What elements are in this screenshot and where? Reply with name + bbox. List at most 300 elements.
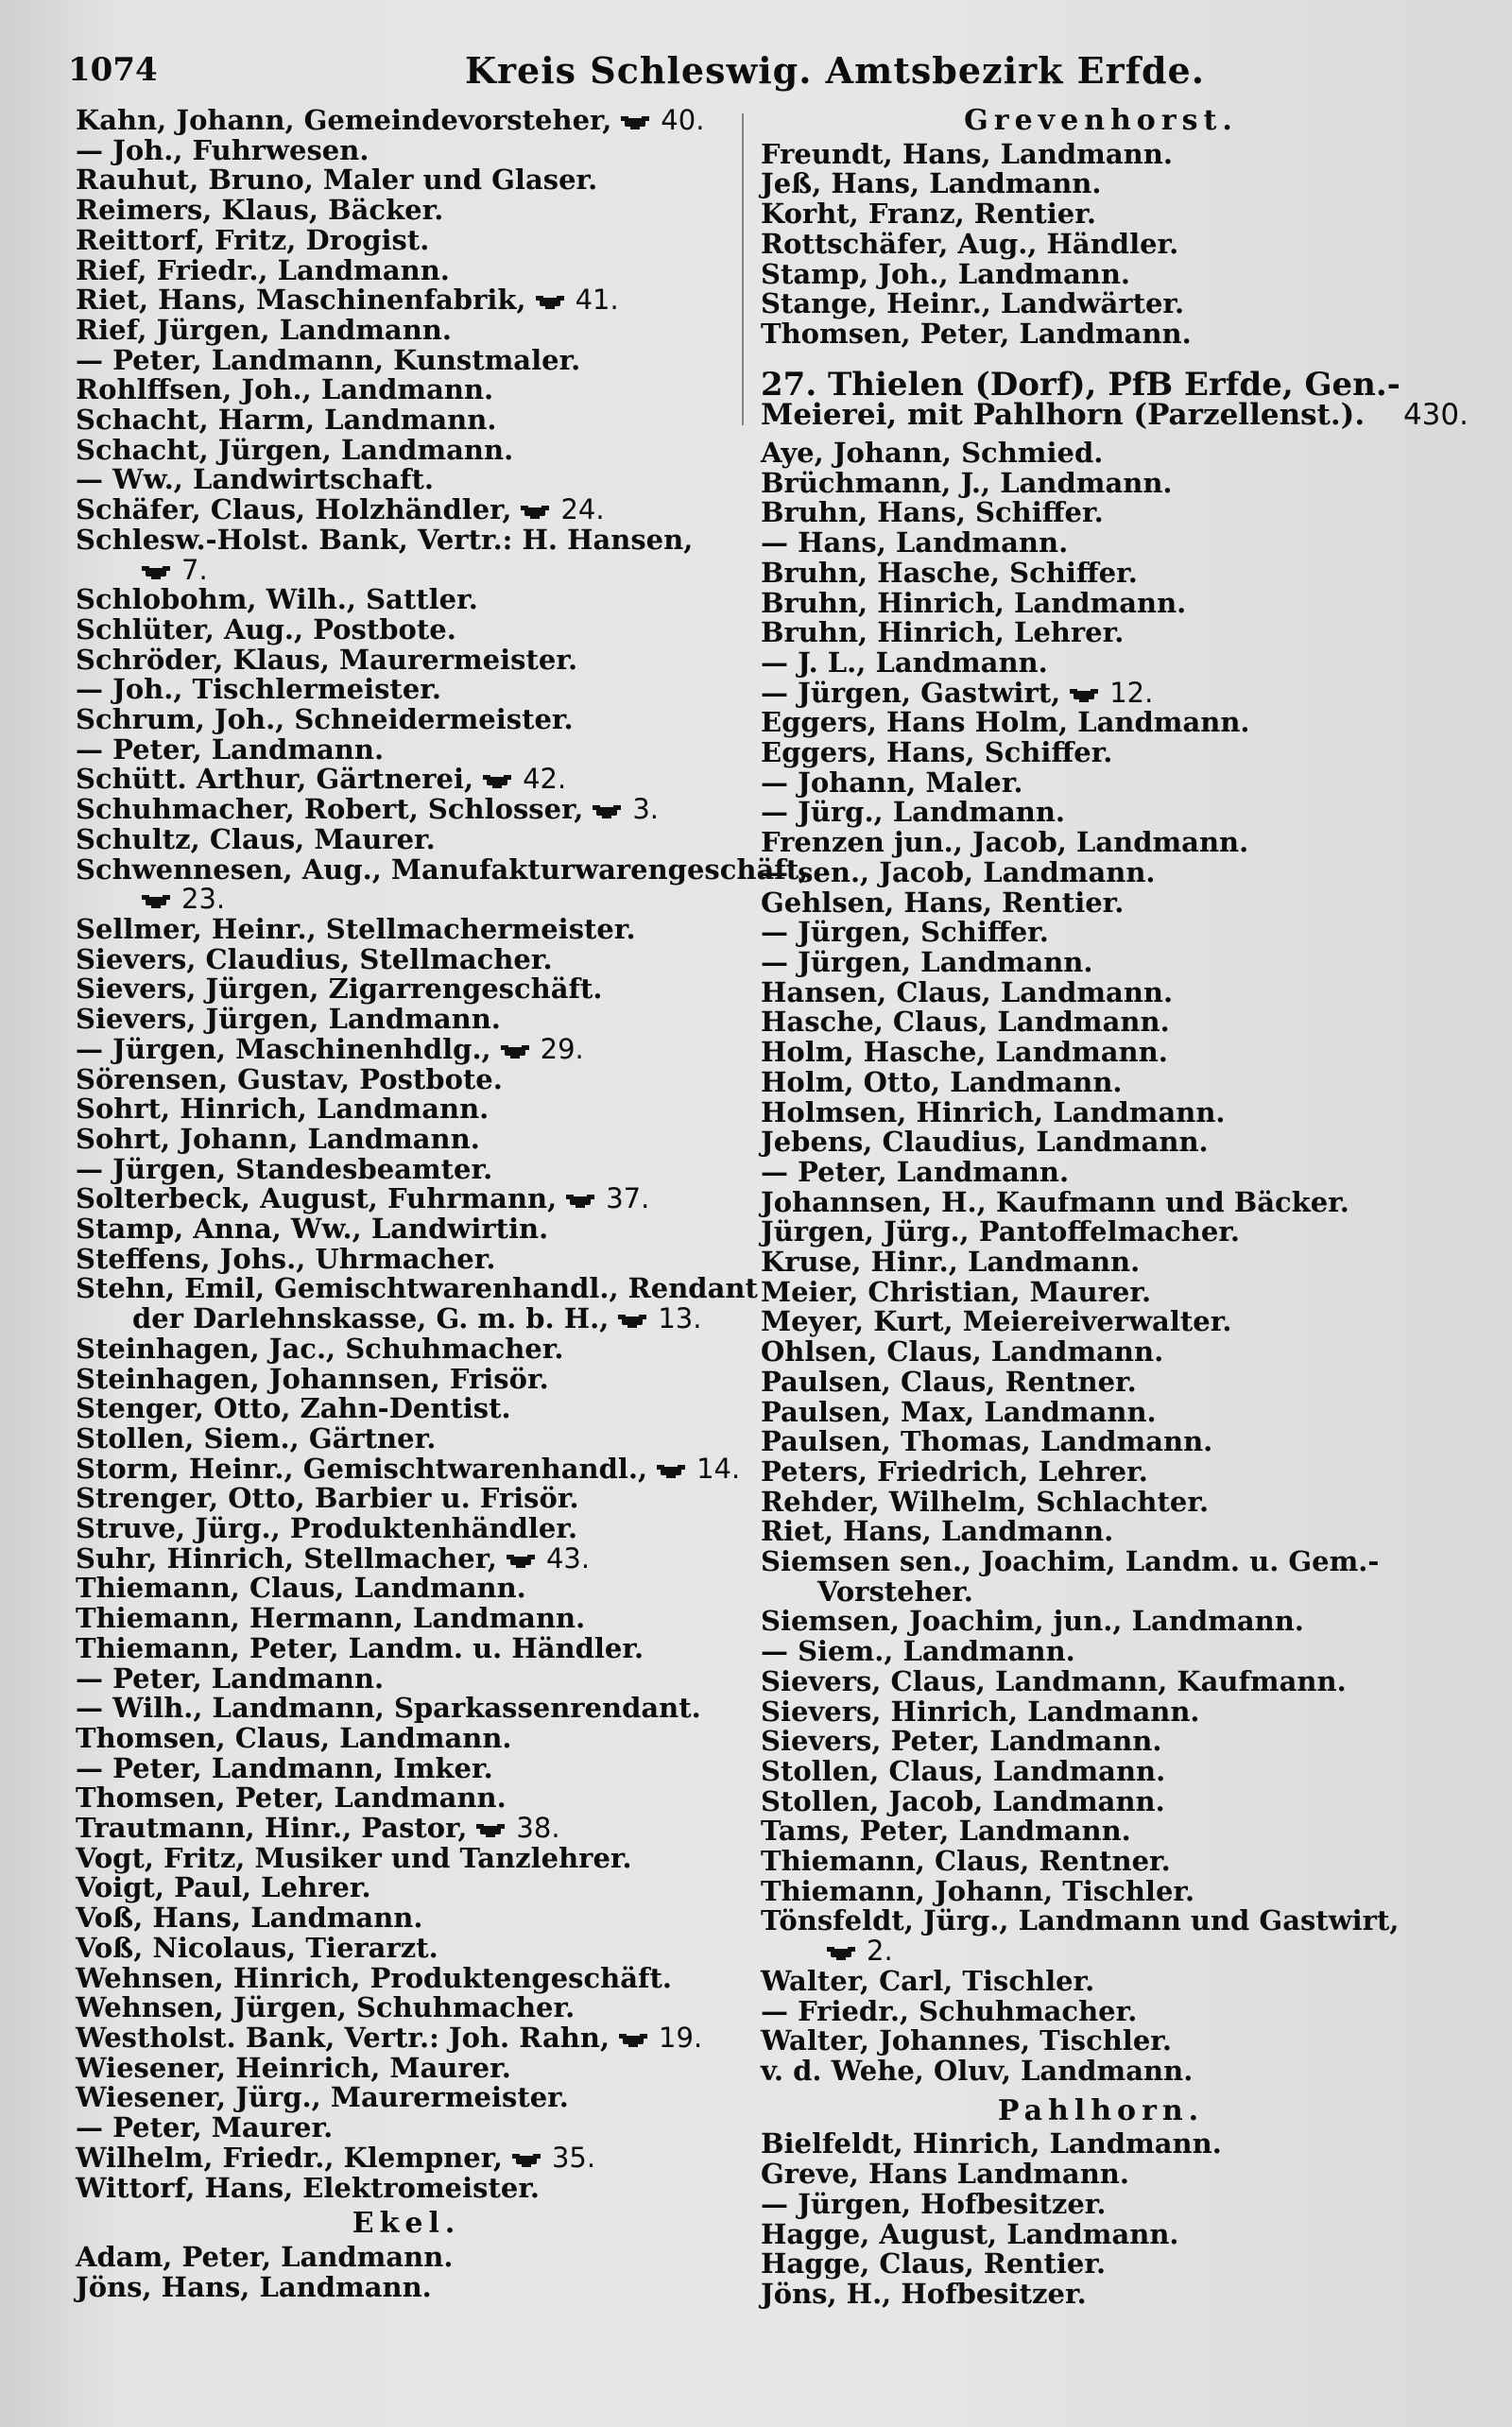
entry-text: Schlobohm, Wilh., Sattler.	[76, 583, 478, 616]
entry-text: Hagge, Claus, Rentier.	[761, 2247, 1107, 2281]
entry-text: Sellmer, Heinr., Stellmachermeister.	[76, 912, 636, 945]
entry-text: — Jürgen, Gastwirt,	[761, 676, 1061, 709]
directory-entry	[76, 1062, 737, 1095]
directory-entry	[76, 1661, 737, 1695]
entry-text: Aye, Johann, Schmied.	[761, 437, 1104, 470]
telephone-number: 38.	[516, 1812, 560, 1845]
entry-text: Reimers, Klaus, Bäcker.	[76, 194, 444, 227]
entry-text: Frenzen jun., Jacob, Landmann.	[761, 826, 1249, 859]
entry-text: Hansen, Claus, Landmann.	[761, 975, 1174, 1008]
entry-text: Vorsteher.	[817, 1575, 973, 1608]
directory-entry	[761, 2129, 1441, 2160]
telephone-icon	[510, 2151, 542, 2168]
directory-entry	[761, 556, 1441, 589]
directory-entry	[76, 495, 737, 525]
entry-text: Sievers, Peter, Landmann.	[761, 1725, 1162, 1758]
directory-entry	[76, 2023, 737, 2054]
directory-entry	[76, 852, 809, 886]
directory-entry	[76, 1751, 737, 1784]
directory-entry	[76, 2143, 737, 2174]
directory-entry	[761, 1395, 1441, 1428]
entry-text: — Johann, Maler.	[761, 766, 1023, 799]
directory-entry	[76, 2240, 737, 2273]
telephone-icon	[825, 1944, 857, 1961]
directory-entry	[761, 1547, 1441, 1577]
entry-text: Ohlsen, Claus, Landmann.	[761, 1335, 1164, 1368]
entry-list-pahlhorn	[761, 2129, 1441, 2309]
directory-entry	[76, 253, 737, 286]
entry-text: Schuhmacher, Robert, Schlosser,	[76, 793, 584, 826]
directory-entry	[76, 1242, 737, 1275]
entry-text: Tönsfeldt, Jürg., Landmann und Gastwirt,	[761, 1904, 1400, 1937]
entry-text: Reittorf, Fritz, Drogist.	[76, 223, 430, 256]
entry-text: Struve, Jürg., Produktenhändler.	[76, 1512, 578, 1545]
directory-entry	[761, 1816, 1441, 1847]
telephone-number: 19.	[659, 2022, 703, 2054]
directory-entry	[76, 1005, 737, 1035]
telephone-icon	[140, 563, 172, 580]
telephone-icon	[591, 802, 623, 819]
entry-text: Schäfer, Claus, Holzhändler,	[76, 493, 512, 526]
directory-entry	[76, 223, 737, 256]
left-column	[76, 104, 809, 2303]
directory-entry	[761, 466, 1441, 499]
entry-text: Jöns, H., Hofbesitzer.	[761, 2277, 1087, 2310]
entry-text: Suhr, Hinrich, Stellmacher,	[76, 1541, 497, 1575]
directory-entry	[76, 133, 737, 166]
directory-entry	[761, 975, 1441, 1008]
directory-entry	[76, 1514, 737, 1544]
entry-text: Steinhagen, Johannsen, Frisör.	[76, 1362, 549, 1395]
directory-entry	[761, 1127, 1441, 1158]
directory-entry	[76, 1184, 737, 1214]
section-heading-ekel: Ekel.	[352, 2207, 461, 2241]
directory-entry	[761, 137, 1441, 170]
directory-entry	[761, 2187, 1441, 2220]
entry-text: Thiemann, Hermann, Landmann.	[76, 1602, 586, 1635]
directory-entry	[76, 1452, 741, 1485]
directory-entry	[761, 1517, 1441, 1547]
entry-text: Wiesener, Jürg., Maurermeister.	[76, 2081, 569, 2114]
entry-text: Paulsen, Claus, Rentner.	[761, 1365, 1137, 1398]
directory-entry	[761, 1155, 1441, 1188]
directory-entry	[76, 525, 737, 556]
directory-entry	[761, 1874, 1441, 1907]
directory-entry	[761, 1754, 1441, 1787]
directory-entry	[76, 1993, 737, 2023]
entry-text: Schacht, Harm, Landmann.	[76, 404, 497, 437]
entry-text: Riet, Hans, Landmann.	[761, 1515, 1114, 1548]
directory-entry	[761, 1185, 1441, 1218]
entry-text: der Darlehnskasse, G. m. b. H.,	[132, 1302, 610, 1335]
entry-text: Thomsen, Peter, Landmann.	[761, 317, 1192, 350]
telephone-number: 41.	[575, 284, 619, 317]
directory-entry	[761, 1454, 1441, 1488]
entry-text: Steinhagen, Jac., Schuhmacher.	[76, 1332, 564, 1365]
entry-text: Bruhn, Hinrich, Lehrer.	[761, 616, 1125, 649]
directory-entry	[761, 1365, 1441, 1398]
directory-entry	[76, 705, 737, 735]
entry-text: Johannsen, H., Kaufmann und Bäcker.	[761, 1185, 1349, 1218]
telephone-number: 3.	[632, 793, 660, 826]
entry-text: — Wilh., Landmann, Sparkassenrendant.	[76, 1692, 701, 1725]
directory-entry	[76, 1873, 737, 1903]
directory-entry	[761, 2217, 1441, 2250]
entry-text: Wilhelm, Friedr., Klempner,	[76, 2141, 503, 2174]
entry-text: Freundt, Hans, Landmann.	[761, 137, 1173, 170]
village-title-line1: 27. Thielen (Dorf), PfB Erfde, Gen.-	[761, 365, 1400, 404]
directory-entry	[761, 1485, 1441, 1518]
entry-text: Sievers, Jürgen, Landmann.	[76, 1003, 501, 1036]
entry-text: Wiesener, Heinrich, Maurer.	[76, 2051, 511, 2084]
telephone-number: 43.	[545, 1541, 591, 1575]
entry-text: — Jürgen, Maschinenhdlg.,	[76, 1032, 491, 1065]
directory-entry	[761, 945, 1441, 978]
directory-entry	[761, 289, 1441, 319]
directory-entry	[76, 1152, 737, 1185]
entry-text: Meier, Christian, Maurer.	[761, 1275, 1152, 1308]
directory-entry	[761, 1727, 1441, 1757]
entry-text: — Peter, Maurer.	[76, 2111, 334, 2144]
telephone-icon	[564, 1192, 596, 1209]
entry-text: — Jürgen, Hofbesitzer.	[761, 2187, 1107, 2220]
entry-text: Jürgen, Jürg., Pantoffelmacher.	[761, 1215, 1241, 1248]
telephone-number: 7.	[181, 553, 208, 586]
directory-entry	[76, 795, 737, 825]
entry-text: — Siem., Landmann.	[761, 1635, 1075, 1668]
entry-text: Meyer, Kurt, Meiereiverwalter.	[761, 1305, 1232, 1338]
entry-text: Siemsen sen., Joachim, Landm. u. Gem.-	[761, 1545, 1380, 1578]
entry-text: Voß, Hans, Landmann.	[76, 1902, 423, 1935]
directory-entry	[761, 1248, 1441, 1278]
entry-text: Schütt. Arthur, Gärtnerei,	[76, 763, 474, 796]
directory-entry	[761, 169, 1441, 199]
entry-text: — Peter, Landmann.	[76, 1661, 385, 1695]
entry-text: Walter, Johannes, Tischler.	[761, 2024, 1172, 2057]
telephone-number: 40.	[661, 104, 705, 136]
directory-entry	[76, 165, 737, 196]
entry-text: — Peter, Landmann.	[76, 732, 385, 766]
telephone-icon	[499, 1042, 531, 1059]
entry-text: Sohrt, Johann, Landmann.	[76, 1122, 480, 1155]
entry-text: — Jürgen, Landmann.	[761, 945, 1093, 978]
directory-entry	[761, 1697, 1441, 1728]
entry-text: Holm, Otto, Landmann.	[761, 1065, 1123, 1098]
directory-entry	[76, 465, 737, 495]
telephone-number: 13.	[658, 1302, 702, 1335]
directory-entry	[761, 2026, 1441, 2057]
entry-text: — Jürgen, Schiffer.	[761, 916, 1049, 949]
directory-entry	[761, 199, 1441, 230]
entry-text: Rief, Friedr., Landmann.	[76, 253, 450, 286]
entry-text: Vogt, Fritz, Musiker und Tanzlehrer.	[76, 1841, 632, 1874]
entry-text: Storm, Heinr., Gemischtwarenhandl.,	[76, 1452, 648, 1485]
directory-entry	[761, 1038, 1441, 1068]
directory-entry	[761, 708, 1441, 738]
directory-entry	[76, 612, 737, 645]
entry-text: — Ww., Landwirtschaft.	[76, 463, 435, 496]
entry-text: Korht, Franz, Rentier.	[761, 198, 1096, 231]
telephone-number: 37.	[606, 1182, 650, 1215]
directory-entry	[761, 768, 1441, 799]
entry-text: Solterbeck, August, Fuhrmann,	[76, 1182, 558, 1215]
entry-text: — sen., Jacob, Landmann.	[761, 855, 1156, 888]
entry-text: Schrum, Joh., Schneidermeister.	[76, 703, 574, 736]
directory-entry	[761, 1964, 1441, 1997]
entry-text: — Peter, Landmann, Imker.	[76, 1751, 493, 1784]
directory-entry	[761, 888, 1441, 919]
entry-text: Schwennesen, Aug., Manufakturwarengeschäft,	[76, 852, 809, 886]
directory-entry	[76, 1783, 737, 1814]
entry-text: Wehnsen, Hinrich, Produktengeschäft.	[76, 1961, 672, 1994]
directory-entry	[76, 732, 737, 766]
entry-text: Thomsen, Claus, Landmann.	[76, 1721, 512, 1754]
entry-text: Kahn, Johann, Gemeindevorsteher,	[76, 104, 612, 136]
page-number: 1074	[68, 51, 158, 89]
right-column	[761, 104, 1469, 2310]
entry-text: Stamp, Anna, Ww., Landwirtin.	[76, 1213, 549, 1246]
directory-entry	[761, 1847, 1441, 1877]
directory-entry	[76, 1814, 737, 1844]
entry-text: Walter, Carl, Tischler.	[761, 1964, 1095, 1997]
entry-text: Kruse, Hinr., Landmann.	[761, 1246, 1141, 1279]
directory-entry	[76, 942, 737, 975]
directory-entry	[76, 285, 737, 316]
entry-text: Stollen, Jacob, Landmann.	[761, 1784, 1165, 1817]
telephone-number: 23.	[181, 883, 226, 916]
telephone-icon	[616, 1312, 648, 1329]
directory-entry	[76, 1304, 737, 1334]
page-header	[68, 43, 1410, 100]
entry-text: Rauhut, Bruno, Maler und Glaser.	[76, 164, 598, 197]
entry-text: Jöns, Hans, Landmann.	[76, 2270, 432, 2303]
entry-text: Siemsen, Joachim, jun., Landmann.	[761, 1605, 1304, 1638]
directory-entry	[761, 257, 1441, 290]
directory-entry	[76, 1272, 758, 1305]
directory-entry	[761, 227, 1441, 260]
directory-entry	[76, 1961, 737, 1994]
directory-entry	[76, 106, 737, 136]
directory-entry	[761, 1994, 1441, 2027]
entry-text: Jeß, Hans, Landmann.	[761, 167, 1102, 200]
entry-text: Stange, Heinr., Landwärter.	[761, 287, 1185, 320]
entry-text: Paulsen, Max, Landmann.	[761, 1395, 1157, 1428]
directory-entry	[76, 1214, 737, 1245]
telephone-icon	[619, 113, 651, 130]
entry-text: — Peter, Landmann, Kunstmaler.	[76, 343, 581, 376]
directory-entry	[761, 1065, 1441, 1098]
entry-text: Rehder, Wilhelm, Schlachter.	[761, 1485, 1210, 1518]
entry-text: Schlüter, Aug., Postbote.	[76, 612, 456, 645]
directory-entry	[76, 1334, 737, 1365]
directory-entry	[76, 765, 737, 795]
directory-entry	[761, 645, 1441, 679]
telephone-number: 42.	[523, 763, 567, 796]
directory-entry	[76, 2171, 737, 2204]
directory-entry	[76, 885, 737, 915]
column-divider	[742, 113, 744, 425]
entry-text: — Friedr., Schuhmacher.	[761, 1994, 1138, 2027]
directory-entry	[76, 553, 737, 586]
entry-text: Schröder, Klaus, Maurermeister.	[76, 643, 578, 676]
directory-entry	[761, 1784, 1441, 1817]
directory-entry	[76, 1931, 737, 1964]
directory-entry	[76, 585, 737, 615]
entry-text: Thiemann, Claus, Rentner.	[761, 1845, 1171, 1878]
directory-entry	[761, 1307, 1441, 1337]
directory-entry	[761, 2160, 1441, 2190]
directory-entry	[76, 645, 737, 676]
directory-entry	[76, 1841, 737, 1874]
directory-entry	[761, 2277, 1441, 2310]
directory-entry	[761, 1664, 1441, 1697]
directory-entry	[76, 1604, 737, 1634]
entry-text: Bruhn, Hinrich, Landmann.	[761, 586, 1187, 619]
directory-entry	[761, 828, 1441, 858]
entry-text: Strenger, Otto, Barbier u. Frisör.	[76, 1482, 579, 1515]
entry-text: Sievers, Hinrich, Landmann.	[761, 1695, 1200, 1728]
directory-entry	[761, 1275, 1441, 1308]
directory-entry	[76, 1362, 737, 1395]
directory-entry	[76, 912, 737, 945]
entry-text: — Joh., Fuhrwesen.	[76, 133, 369, 166]
entry-text: Sörensen, Gustav, Postbote.	[76, 1062, 503, 1095]
directory-entry	[761, 1906, 1441, 1936]
telephone-icon	[505, 1552, 537, 1569]
running-title: Kreis Schleswig. Amtsbezirk Erfde.	[465, 49, 1205, 92]
directory-entry	[76, 313, 737, 346]
entry-text: Thiemann, Peter, Landm. u. Händler.	[76, 1631, 644, 1664]
telephone-number: 35.	[551, 2141, 596, 2174]
entry-text: Thiemann, Johann, Tischler.	[761, 1874, 1195, 1907]
entry-text: Stollen, Claus, Landmann.	[761, 1754, 1166, 1787]
section-heading-pahlhorn: Pahlhorn.	[997, 2093, 1205, 2127]
telephone-icon	[519, 503, 551, 520]
directory-entry	[76, 1122, 737, 1155]
entry-text: Voigt, Paul, Lehrer.	[76, 1871, 371, 1904]
directory-entry	[761, 738, 1441, 768]
directory-entry	[761, 1337, 1441, 1368]
entry-text: Steffens, Johs., Uhrmacher.	[76, 1242, 496, 1275]
directory-entry	[761, 1427, 1441, 1457]
directory-entry	[761, 676, 1441, 709]
entry-text: Riet, Hans, Maschinenfabrik,	[76, 284, 526, 317]
entry-text: Eggers, Hans, Schiffer.	[761, 736, 1113, 769]
entry-text: Brüchmann, J., Landmann.	[761, 466, 1173, 499]
entry-text: Gehlsen, Hans, Rentier.	[761, 886, 1125, 919]
directory-entry	[761, 855, 1441, 888]
entry-text: Bielfeldt, Hinrich, Landmann.	[761, 2127, 1222, 2160]
entry-text: Trautmann, Hinr., Pastor,	[76, 1812, 468, 1845]
telephone-icon	[534, 293, 566, 310]
directory-entry	[76, 1094, 737, 1125]
directory-entry	[76, 675, 737, 705]
directory-entry	[76, 2113, 737, 2143]
entry-text: Adam, Peter, Landmann.	[76, 2240, 454, 2273]
telephone-icon	[617, 2031, 649, 2048]
entry-text: Schultz, Claus, Maurer.	[76, 822, 436, 855]
telephone-icon	[1068, 686, 1100, 703]
entry-text: Greve, Hans Landmann.	[761, 2158, 1129, 2191]
directory-entry	[76, 196, 737, 226]
telephone-icon	[474, 1821, 507, 1838]
directory-entry	[76, 375, 737, 405]
directory-entry	[76, 822, 737, 855]
directory-entry	[761, 319, 1441, 350]
entry-text: Rief, Jürgen, Landmann.	[76, 313, 452, 346]
directory-entry	[761, 618, 1441, 648]
entry-list-thielen	[761, 439, 1441, 2087]
directory-entry	[76, 2051, 737, 2084]
village-population: 430.	[1402, 398, 1469, 433]
directory-entry	[76, 974, 737, 1005]
entry-text: Westholst. Bank, Vertr.: Joh. Rahn,	[76, 2022, 610, 2054]
directory-entry	[76, 1032, 737, 1065]
entry-text: Sohrt, Hinrich, Landmann.	[76, 1093, 490, 1126]
telephone-number: 29.	[540, 1032, 584, 1065]
directory-entry	[761, 2057, 1441, 2087]
directory-entry	[76, 433, 737, 466]
entry-text: Wittorf, Hans, Elektromeister.	[76, 2171, 541, 2204]
telephone-icon	[140, 892, 172, 909]
directory-entry	[761, 528, 1441, 559]
entry-text: Wehnsen, Jürgen, Schuhmacher.	[76, 1991, 576, 2024]
directory-entry	[76, 2083, 737, 2113]
entry-text: Bruhn, Hasche, Schiffer.	[761, 556, 1138, 589]
directory-entry	[761, 798, 1441, 828]
entry-text: Eggers, Hans Holm, Landmann.	[761, 706, 1250, 739]
entry-text: — Jürgen, Standesbeamter.	[76, 1152, 493, 1185]
entry-text: Stollen, Siem., Gärtner.	[76, 1421, 437, 1454]
directory-entry	[761, 2249, 1441, 2280]
directory-entry	[761, 498, 1441, 528]
directory-entry	[761, 439, 1441, 469]
directory-entry	[761, 1637, 1441, 1667]
entry-text: Hagge, August, Landmann.	[761, 2217, 1179, 2250]
entry-text: v. d. Wehe, Oluv, Landmann.	[761, 2055, 1194, 2087]
entry-text: Jebens, Claudius, Landmann.	[761, 1126, 1209, 1159]
entry-text: Schacht, Jürgen, Landmann.	[76, 433, 514, 466]
directory-entry	[761, 918, 1441, 948]
telephone-icon	[481, 772, 513, 789]
directory-entry	[761, 1936, 1441, 1967]
directory-entry	[76, 405, 737, 436]
directory-entry	[76, 1694, 737, 1724]
directory-entry	[761, 1577, 1441, 1608]
entry-text: Sievers, Jürgen, Zigarrengeschäft.	[76, 973, 603, 1006]
entry-text: Tams, Peter, Landmann.	[761, 1815, 1131, 1848]
directory-entry	[76, 1574, 737, 1604]
entry-text: — Joh., Tischlermeister.	[76, 673, 441, 706]
entry-text: Sievers, Claudius, Stellmacher.	[76, 942, 553, 975]
directory-entry	[76, 1484, 737, 1514]
entry-text: Thomsen, Peter, Landmann.	[76, 1782, 507, 1815]
directory-entry	[76, 1394, 737, 1424]
entry-text: Bruhn, Hans, Schiffer.	[761, 496, 1104, 529]
entry-text: Thiemann, Claus, Landmann.	[76, 1572, 526, 1605]
village-title-line2: Meierei, mit Pahlhorn (Parzellenst.).	[761, 398, 1366, 433]
entry-list-ekel	[76, 2240, 737, 2303]
entry-text: Hasche, Claus, Landmann.	[761, 1006, 1170, 1039]
directory-entry	[761, 1007, 1441, 1038]
entry-list-grevenhorst	[761, 137, 1441, 350]
telephone-number: 24.	[560, 493, 605, 526]
telephone-icon	[655, 1462, 687, 1479]
entry-text: — Hans, Landmann.	[761, 526, 1069, 559]
entry-text: Paulsen, Thomas, Landmann.	[761, 1425, 1213, 1458]
entry-text: — Jürg., Landmann.	[761, 796, 1066, 829]
directory-entry	[761, 1217, 1441, 1248]
